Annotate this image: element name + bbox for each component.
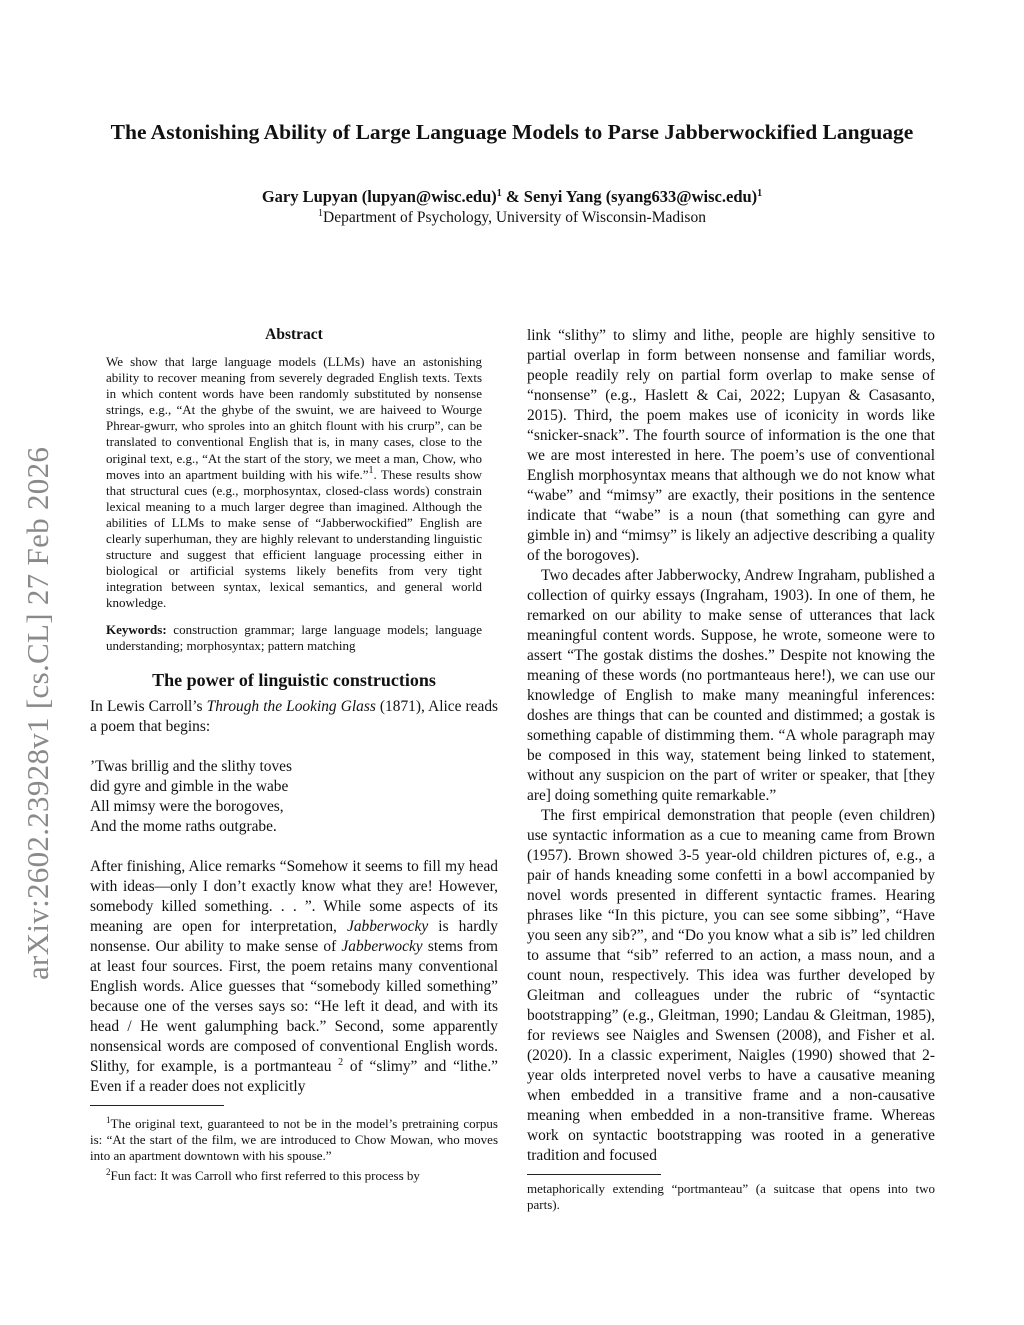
keywords-text: construction grammar; large language models; language understanding; morphosyntax; pattern matching: [106, 621, 482, 653]
italic-jabberwocky: Jabberwocky: [346, 917, 429, 935]
author-senyi-yang: & Senyi Yang (syang633@wisc.edu): [505, 187, 758, 206]
paragraph-text: stems from at least four sources. First, the poem retains many conventional English words. Alice guesses that “somebody killed something” because one of the verses says so: “He left it dead, and with its head / He went galumphing back.” Second, some apparently nonsensical words are composed of conventional English words. Slithy, for example, is a portmanteau: [90, 937, 499, 1075]
footnote-ref-2[interactable]: 2: [338, 1056, 344, 1068]
poem-line: All mimsy were the borogoves,: [90, 797, 284, 815]
author-gary-lupyan: Gary Lupyan (lupyan@wisc.edu): [261, 187, 497, 206]
footnote-ref-1[interactable]: 1: [368, 464, 374, 476]
footnote-1: [90, 1112, 498, 1164]
right-column: [527, 326, 935, 1213]
abstract-part-a: We show that large language models (LLMs) have an astonishing ability to recover meaning from severely degraded English texts. Texts in which content words have been randomly substituted by nonsense strings, e.g., “At the ghybe of the swuint, we are haiveed to Wourge Phrear-gwurr, who sproles into an ghitch flount with his crurp”, can be translated to conventional English that is, in many cases, close to the original text, e.g., “At the start of the story, we meet a man, Chow, who moves into an apartment building with his wife.”: [106, 354, 482, 482]
paragraph-text: After finishing, Alice remarks “Somehow it seems to fill my head with ideas—only I don’t exactly know what they are! However, somebody killed something. . . ”. While some aspects of its meaning are open for interpretation,: [90, 857, 498, 935]
affiliation: [110, 209, 914, 227]
footnote-2-number: 2: [106, 1166, 111, 1177]
book-title: Through the Looking Glass: [206, 697, 376, 715]
intro-text-end: (1871), Alice reads a poem that begins:: [90, 697, 499, 735]
paragraph-partial-overlap: link “slithy” to slimy and lithe, people are highly sensitive to partial overlap in form between nonsense and familiar words, people readily rely on partial form overlap to make sense of “nonsense” (e.g., Haslett & Cai, 2022; Lupyan & Casasanto, 2015). Third, the poem makes use of iconicity in words like “snicker-snack”. The fourth source of information is the one that we are most interested in here. The poem’s use of conventional English morphosyntax means that although we do not know what “wabe” and “mimsy” are exactly, their positions in the sentence indicate that “wabe” is a noun (that something can gyre and gimble in) and “mimsy” is likely an adjective describing a quality of the borogoves).: [527, 327, 935, 564]
intro-text: In Lewis Carroll’s: [90, 697, 207, 715]
left-column: [90, 326, 498, 1184]
footnote-1-text: The original text, guaranteed to not be in the model’s pretraining corpus is: “At the start of the film, we are introduced to Chow Mowan, who moves into an apartment downtown with his spouse.”: [90, 1115, 498, 1163]
affiliation-text: Department of Psychology, University of Wisconsin-Madison: [323, 209, 706, 226]
paper-title: The Astonishing Ability of Large Language Models to Parse Jabberwockified Language: [110, 120, 914, 144]
poem-line: And the mome raths outgrabe.: [90, 817, 277, 835]
section-intro: [90, 697, 498, 737]
footnote-2: [90, 1164, 498, 1184]
arxiv-identifier[interactable]: arXiv:2602.23928v1 [cs.CL] 27 Feb 2026: [20, 446, 55, 980]
footnote-divider: [527, 1174, 661, 1175]
keywords-label: Keywords:: [106, 621, 167, 637]
footnote-2-text: Fun fact: It was Carroll who first referred to this process by: [110, 1167, 420, 1183]
footnote-divider: [90, 1105, 224, 1106]
poem-line: ’Twas brillig and the slithy toves: [90, 757, 292, 775]
abstract-heading: Abstract: [265, 326, 323, 343]
italic-jabberwocky: Jabberwocky: [341, 937, 423, 955]
paragraph-four-sources: [90, 857, 498, 1097]
section-heading: The power of linguistic constructions: [152, 669, 436, 690]
paragraph-text: is hardly nonsense. Our ability to make sense of: [90, 917, 499, 955]
footnote-1-number: 1: [106, 1114, 111, 1125]
author-line: [110, 187, 914, 207]
abstract-text: [106, 354, 482, 612]
author-affil-sup: 1: [496, 188, 502, 199]
footnote-2-continued: metaphorically extending “portmanteau” (a suitcase that opens into two parts).: [527, 1181, 935, 1213]
keywords: [106, 622, 482, 654]
poem-line: did gyre and gimble in the wabe: [90, 777, 289, 795]
author-affil-sup: 1: [757, 188, 763, 199]
abstract-part-b: . These results show that structural cues (e.g., morphosyntax, closed-class words) constrain lexical meaning to a much larger degree than imagined. Although the abilities of LLMs to make sense of “Jabberwockified” English are clearly superhuman, they are highly relevant to understanding linguistic structure and suggest that efficient language processing either in biological or artificial systems likely benefits from very tight integration between syntax, lexical semantics, and general world knowledge.: [106, 466, 482, 611]
affiliation-sup: 1: [318, 208, 324, 219]
paragraph-empirical: The first empirical demonstration that people (even children) use syntactic information as a cue to meaning came from Brown (1957). Brown showed 3-5 year-old children pictures of, e.g., a pair of hands kneading some confetti in a bowl accompanied by novel words presented in different syntactic frames. Hearing phrases like “In this picture, you can see some sibbing”, “Have you seen any sib?”, and “Do you know what a sib is” led children to assume that “sib” referred to an action, a mass noun, and a count noun, respectively. This idea was further developed by Gleitman and colleagues under the rubric of “syntactic bootstrapping” (e.g., Gleitman, 1990; Landau & Gleitman, 1985), for reviews see Naigles and Swensen (2008), and Fisher et al. (2020). In a classic experiment, Naigles (1990) showed that 2-year olds interpreted novel verbs to have a causative meaning when embedded in a transitive frame and a non-causative meaning when embedded in a non-transitive frame. Whereas work on syntactic bootstrapping was rooted in a generative tradition and focused: [527, 807, 935, 1164]
paragraph-ingraham: Two decades after Jabberwocky, Andrew Ingraham, published a collection of quirky essays (Ingraham, 1903). In one of them, he remarked on our ability to make sense of utterances that lack meaningful content words. Suppose, he wrote, someone were to assert “The gostak distims the doshes.” Despite not knowing the meaning of these words (no portmanteaus here!), we can use our knowledge of English to make many meaningful inferences: doshes are things that can be counted and distimmed; a gostak is something capable of distimming them. “A whole paragraph may be composed in this way, statement being linked to statement, without any suspicion on the part of writer or speaker, that [they are] doing something quite remarkable.”: [527, 567, 935, 804]
paragraph-text: of “slimy” and “lithe.” Even if a reader does not explicitly: [90, 1057, 499, 1095]
poem-excerpt: [90, 757, 498, 837]
